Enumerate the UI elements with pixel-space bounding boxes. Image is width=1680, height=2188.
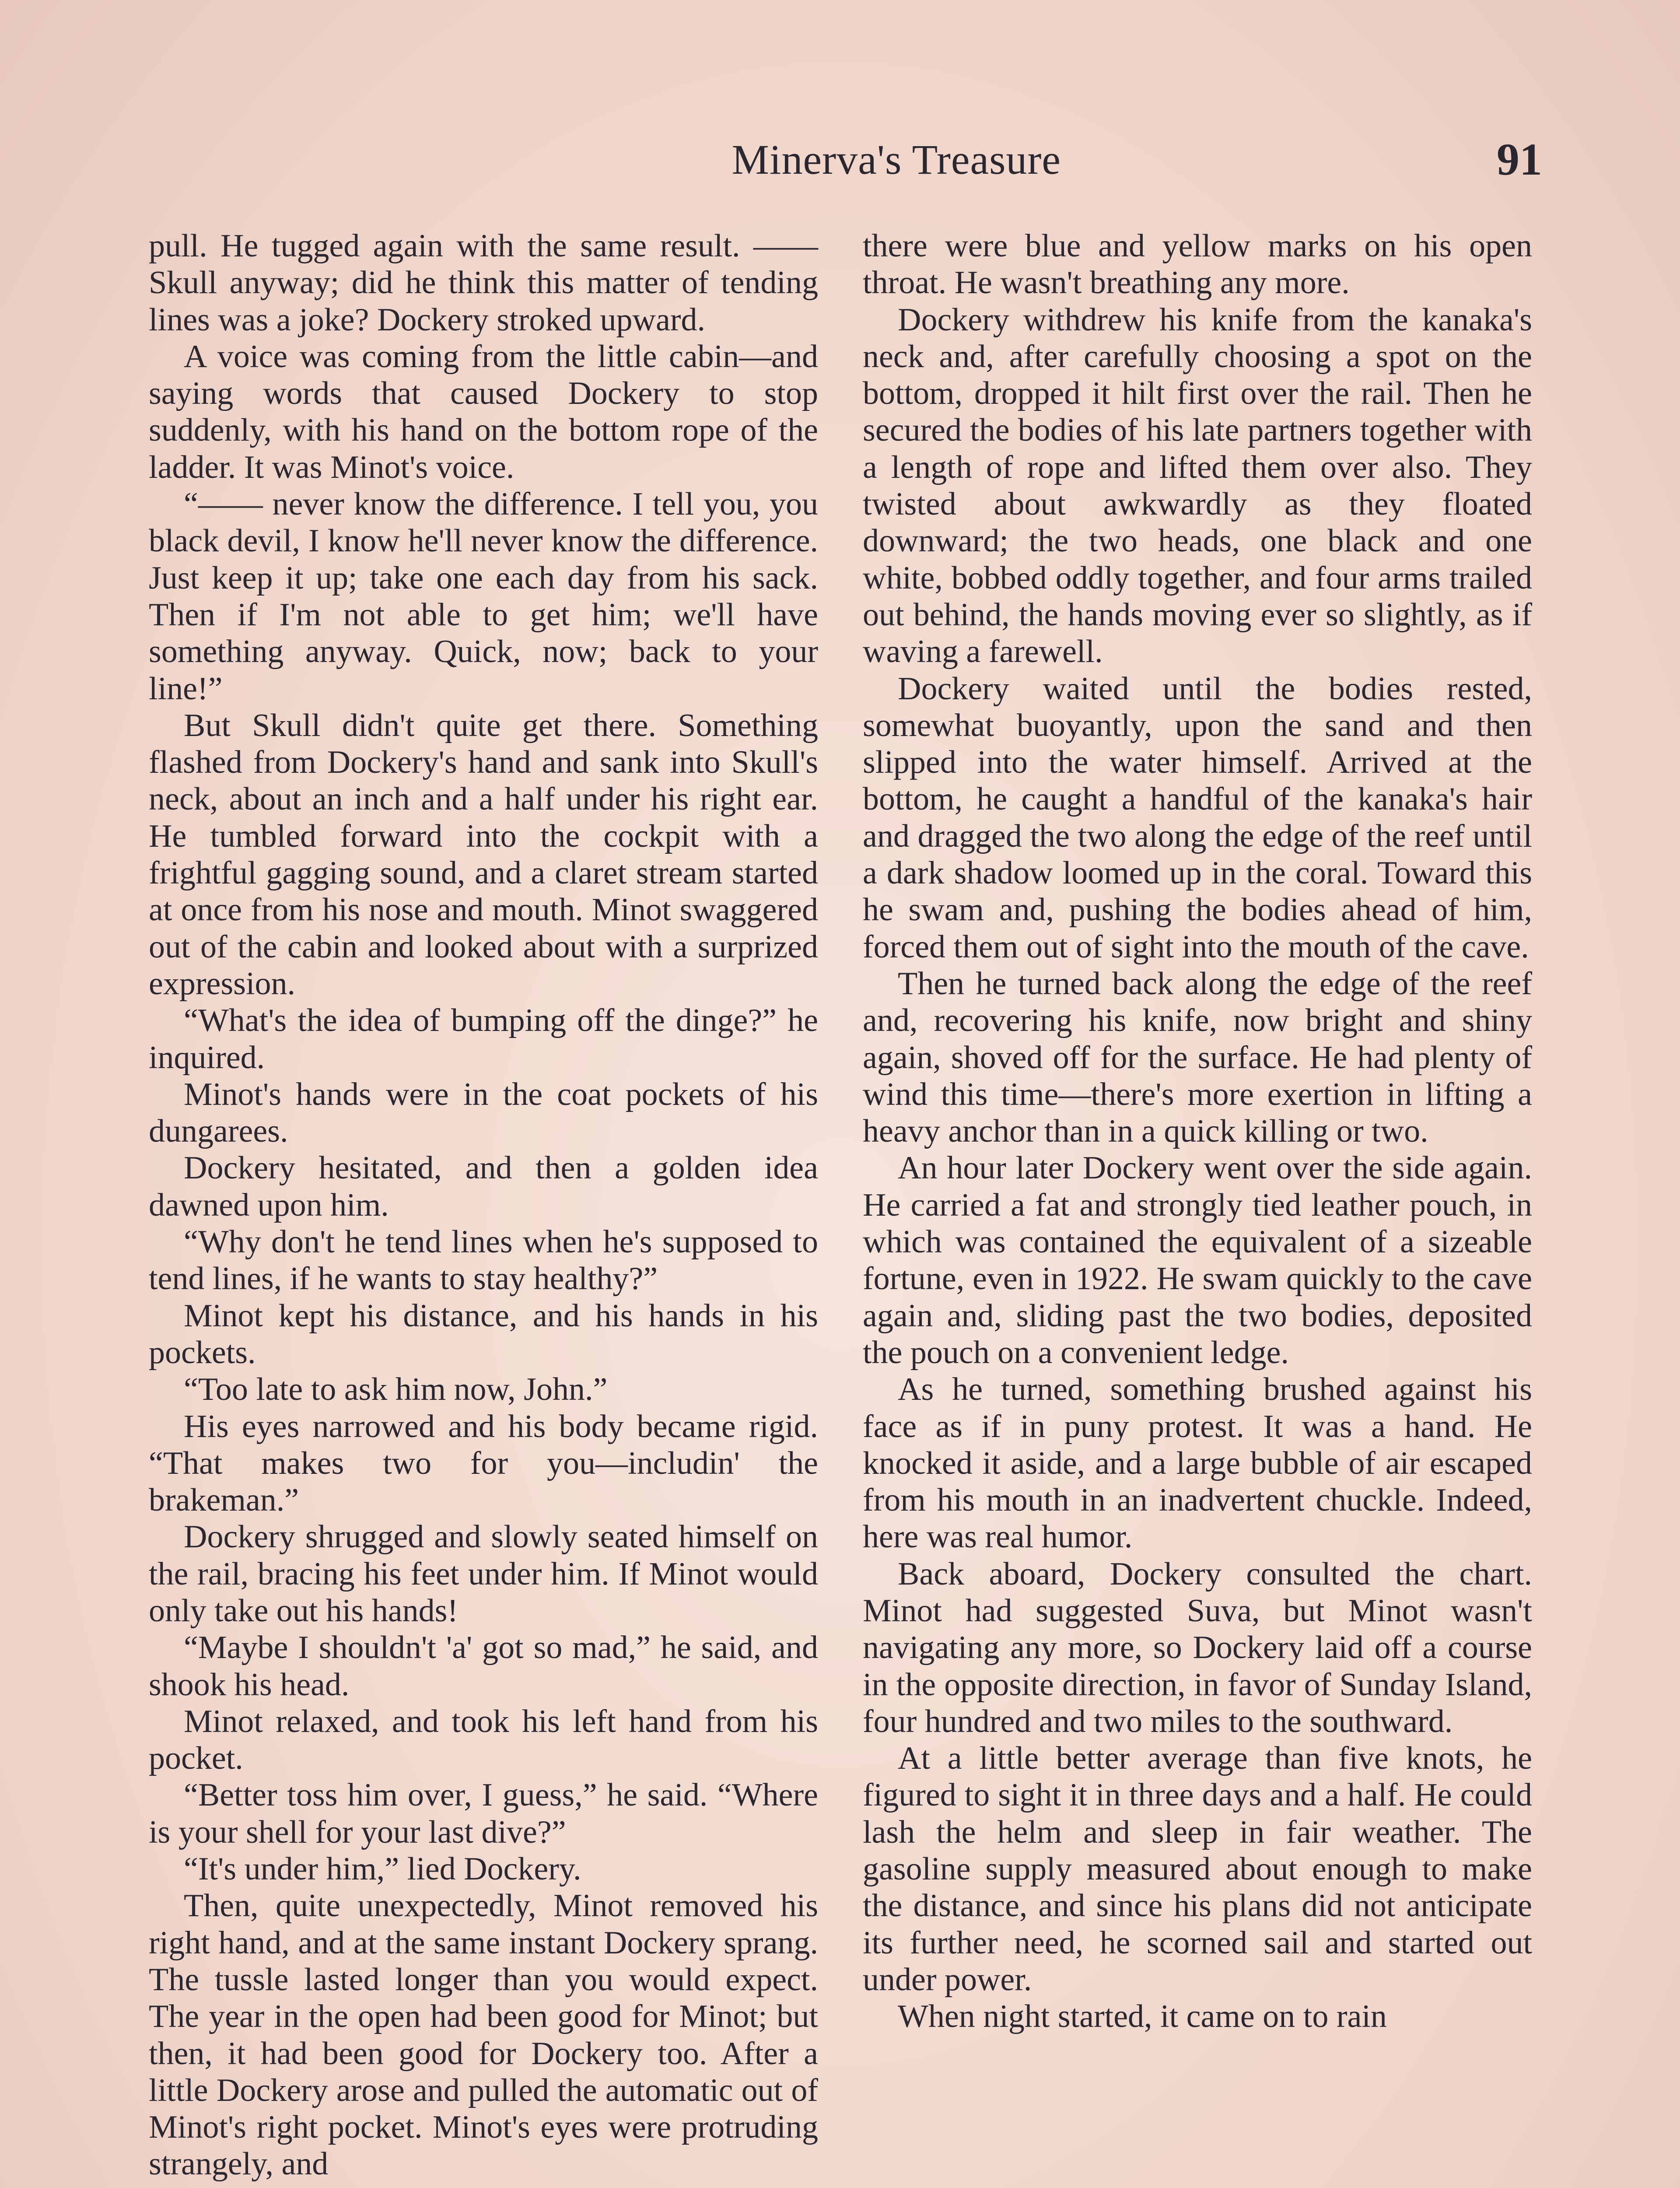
paragraph: “It's under him,” lied Dockery. xyxy=(184,1851,581,1887)
paragraph: there were blue and yellow marks on his open throat. He wasn't breathing any more. xyxy=(863,228,1532,301)
paragraph: A voice was coming from the little cabin—and saying words that caused Dockery to stop suddenly, with his hand on the bottom rope of the ladder. It was Minot's voice. xyxy=(149,338,818,485)
paragraph: When night started, it came on to rain xyxy=(898,1999,1387,2035)
paragraph: “What's the idea of bumping off the dinge?” he inquired. xyxy=(149,1003,818,1076)
running-title: Minerva's Treasure xyxy=(732,136,1061,183)
paragraph: pull. He tugged again with the same result. —— Skull anyway; did he think this matter of tending lines was a joke? Dockery stroked upward. xyxy=(149,228,818,338)
paragraph: Minot kept his distance, and his hands in his pockets. xyxy=(149,1297,818,1371)
paragraph: “—— never know the difference. I tell you, you black devil, I know he'll never know the difference. Just keep it up; take one each day from his sack. Then if I'm not able to get him; we'll have something anyway. Quick, now; back to your line!” xyxy=(149,486,818,707)
paragraph: At a little better average than five knots, he figured to sight it in three days and a half. He could lash the helm and sleep in fair weather. The gasoline supply measured about enough to make the distance, and since his plans did not anticipate its further need, he scorned sail and started out under power. xyxy=(863,1740,1532,1998)
paragraph: An hour later Dockery went over the side again. He carried a fat and strongly tied leather pouch, in which was contained the equivalent of a sizeable fortune, even in 1922. He swam quickly to the cave again and, sliding past the two bodies, deposited the pouch on a convenient ledge. xyxy=(863,1150,1532,1371)
page-number: 91 xyxy=(1497,134,1542,185)
left-column xyxy=(149,228,818,2183)
paragraph: Back aboard, Dockery consulted the chart. Minot had suggested Suva, but Minot wasn't navigating any more, so Dockery laid off a course in the opposite direction, in favor of Sunday Island, four hundred and two miles to the southward. xyxy=(863,1556,1532,1739)
paragraph: “Too late to ask him now, John.” xyxy=(184,1371,608,1408)
paragraph: “Why don't he tend lines when he's supposed to tend lines, if he wants to stay healthy?” xyxy=(149,1224,818,1297)
page-header xyxy=(151,131,1542,188)
paragraph: Dockery withdrew his knife from the kanaka's neck and, after carefully choosing a spot on the bottom, dropped it hilt first over the rail. Then he secured the bodies of his late partners together with a length of rope and lifted them over also. They twisted about awkwardly as they floated downward; the two heads, one black and one white, bobbed oddly together, and four arms trailed out behind, the hands moving ever so slightly, as if waving a farewell. xyxy=(863,302,1532,670)
paragraph: Then, quite unexpectedly, Minot removed his right hand, and at the same instant Dockery sprang. The tussle lasted longer than you would expect. The year in the open had been good for Minot; but then, it had been good for Dockery too. After a little Dockery arose and pulled the automatic out of Minot's right pocket. Minot's eyes were protruding strangely, and xyxy=(149,1888,818,2182)
paragraph: “Maybe I shouldn't 'a' got so mad,” he said, and shook his head. xyxy=(149,1630,818,1703)
paragraph: Minot relaxed, and took his left hand from his pocket. xyxy=(149,1703,818,1777)
paragraph: But Skull didn't quite get there. Something flashed from Dockery's hand and sank into Skull's neck, about an inch and a half under his right ear. He tumbled forward into the cockpit with a frightful gagging sound, and a claret stream started at once from his nose and mouth. Minot swaggered out of the cabin and looked about with a surprized expression. xyxy=(149,707,818,1002)
paragraph: “Better toss him over, I guess,” he said. “Where is your shell for your last dive?” xyxy=(149,1777,818,1850)
paragraph: As he turned, something brushed against his face as if in puny protest. It was a hand. He knocked it aside, and a large bubble of air escaped from his mouth in an inadvertent chuckle. Indeed, here was real humor. xyxy=(863,1371,1532,1555)
paragraph: Dockery waited until the bodies rested, somewhat buoyantly, upon the sand and then slipped into the water himself. Arrived at the bottom, he caught a handful of the kanaka's hair and dragged the two along the edge of the reef until a dark shadow loomed up in the coral. Toward this he swam and, pushing the bodies ahead of him, forced them out of sight into the mouth of the cave. xyxy=(863,670,1532,965)
right-column xyxy=(863,228,1532,2035)
paragraph: Dockery hesitated, and then a golden idea dawned upon him. xyxy=(149,1150,818,1223)
paragraph: His eyes narrowed and his body became rigid. “That makes two for you—includin' the brakeman.” xyxy=(149,1408,818,1518)
paragraph: Dockery shrugged and slowly seated himself on the rail, bracing his feet under him. If Minot would only take out his hands! xyxy=(149,1519,818,1629)
paragraph: Minot's hands were in the coat pockets of his dungarees. xyxy=(149,1076,818,1150)
paragraph: Then he turned back along the edge of the reef and, recovering his knife, now bright and shiny again, shoved off for the surface. He had plenty of wind this time—there's more exertion in lifting a heavy anchor than in a quick killing or two. xyxy=(863,965,1532,1150)
